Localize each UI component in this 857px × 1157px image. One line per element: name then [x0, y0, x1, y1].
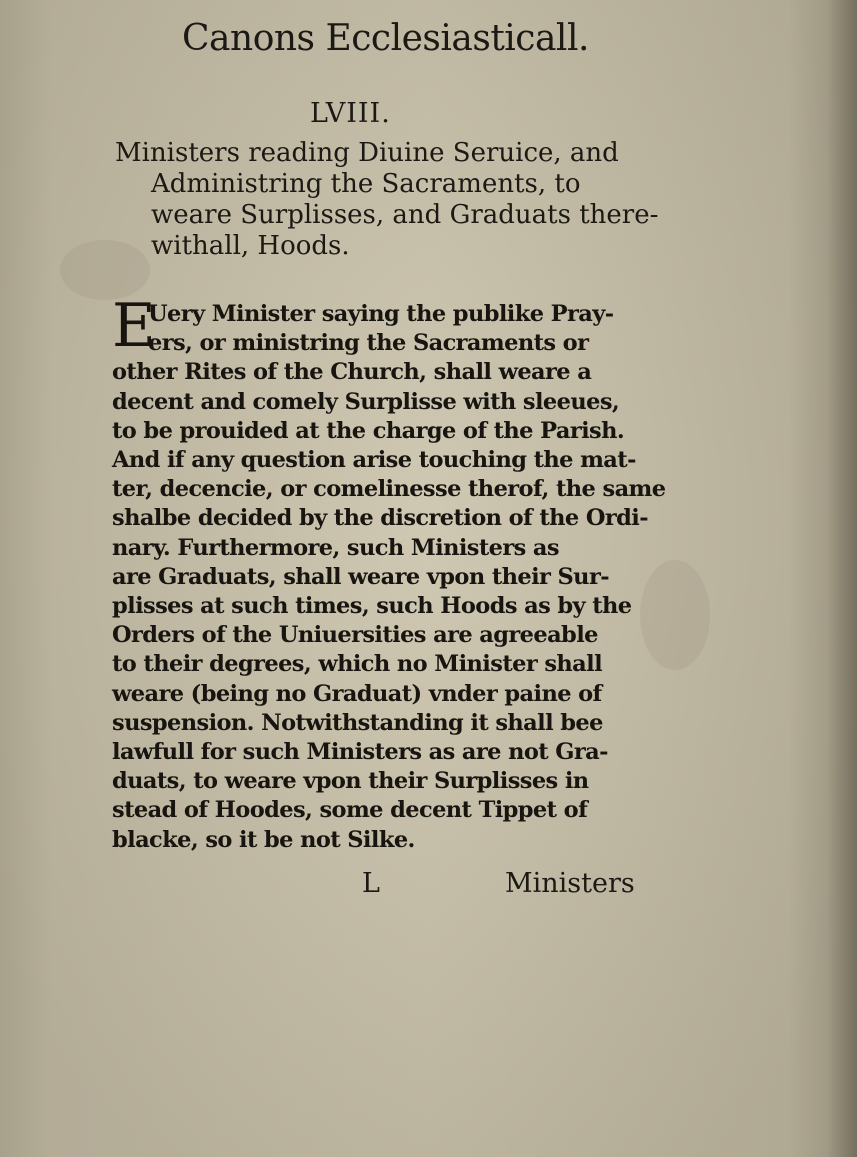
paper-stain: [640, 560, 710, 670]
body-line: suspension. Notwithstanding it shall bee: [112, 709, 603, 736]
body-line: plisses at such times, such Hoods as by the: [112, 593, 632, 620]
body-line: to their degrees, which no Minister shall: [112, 651, 603, 678]
body-line: ers, or ministring the Sacraments or: [148, 330, 589, 357]
body-line: stead of Hoodes, some decent Tippet of: [112, 797, 588, 824]
canon-title-line: weare Surplisses, and Graduats there-: [151, 200, 659, 230]
body-line: And if any question arise touching the mat-: [112, 447, 636, 474]
catchword: Ministers: [505, 868, 635, 899]
page-edge-shadow: [827, 0, 857, 1157]
body-line: are Graduats, shall weare vpon their Sur-: [112, 563, 609, 590]
body-line: Uery Minister saying the publike Pray-: [148, 301, 614, 327]
signature-mark: L: [362, 868, 380, 899]
running-head: Canons Ecclesiasticall.: [182, 18, 589, 59]
body-line: ter, decencie, or comelinesse therof, the same: [112, 476, 666, 503]
body-line: lawfull for such Ministers as are not Gra-: [112, 739, 608, 766]
body-line: Orders of the Uniuersities are agreeable: [112, 622, 598, 649]
canon-number: LVIII.: [310, 98, 391, 129]
body-line: duats, to weare vpon their Surplisses in: [112, 768, 589, 795]
drop-cap: E: [112, 291, 156, 361]
body-line: nary. Furthermore, such Ministers as: [112, 534, 559, 561]
canon-body: [112, 300, 666, 855]
canon-title-line: withall, Hoods.: [151, 231, 350, 261]
canon-title-line: Administring the Sacraments, to: [151, 169, 581, 199]
canon-title: [115, 138, 659, 262]
body-line: blacke, so it be not Silke.: [112, 826, 415, 853]
body-line: other Rites of the Church, shall weare a: [112, 359, 592, 386]
body-line: decent and comely Surplisse with sleeues,: [112, 388, 620, 415]
body-line: weare (being no Graduat) vnder paine of: [112, 680, 602, 707]
body-line: shalbe decided by the discretion of the Ordi-: [112, 505, 648, 532]
body-line: to be prouided at the charge of the Parish.: [112, 417, 625, 444]
canon-title-line: Ministers reading Diuine Seruice, and: [115, 138, 619, 168]
